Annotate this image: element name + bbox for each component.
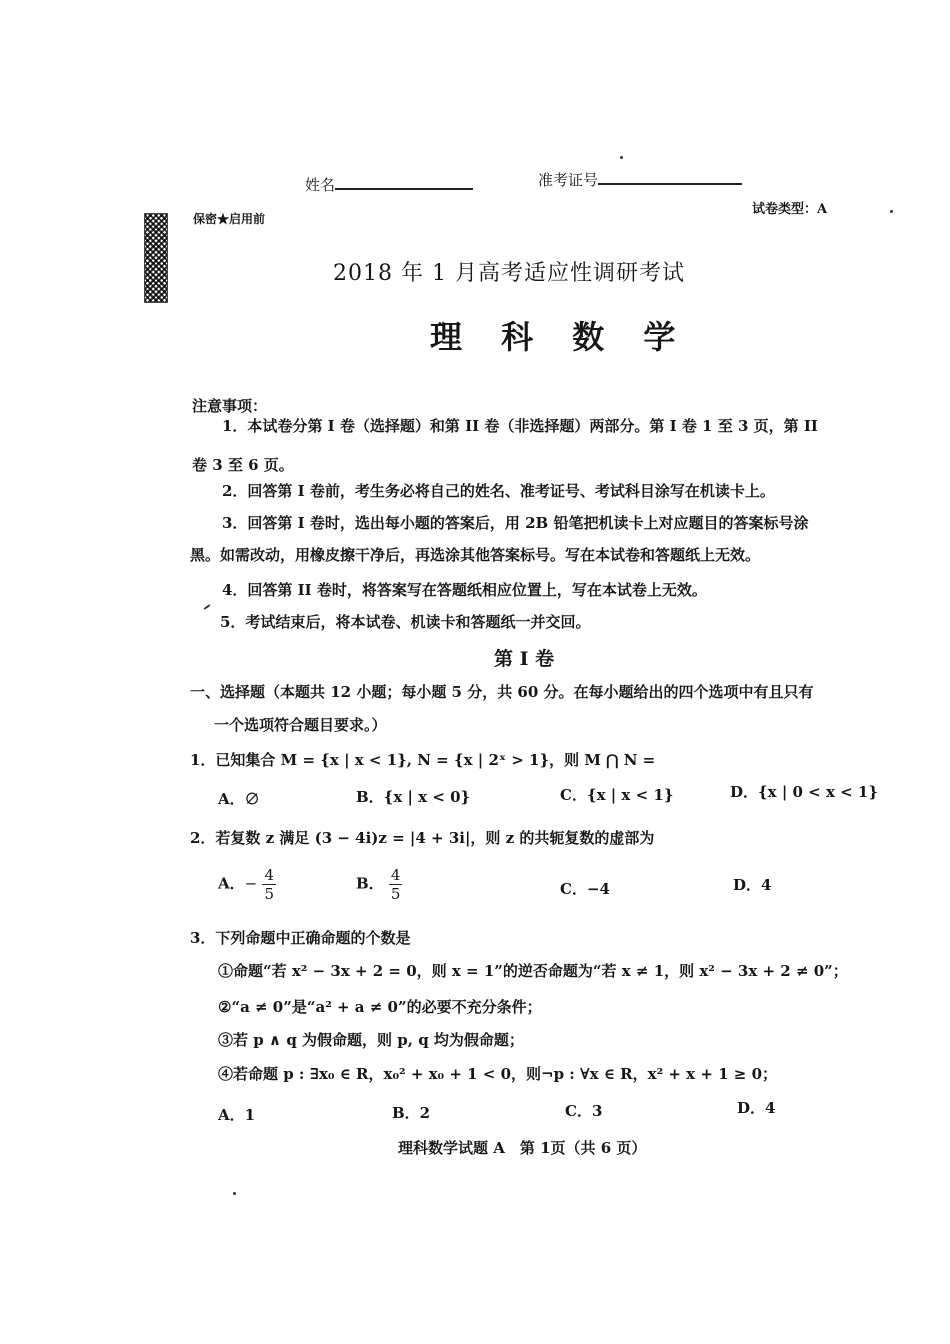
note-line: 卷 3 至 6 页。 xyxy=(192,456,294,474)
note-line: 1．本试卷分第 I 卷（选择题）和第 II 卷（非选择题）两部分。第 I 卷 1 至 3 页，第 II xyxy=(222,417,818,435)
q3-option-d: D．4 xyxy=(737,1099,776,1117)
section-title: 第 I 卷 xyxy=(494,648,555,670)
name-label: 姓名 xyxy=(305,176,336,194)
question-1-stem: 1．已知集合 M = {x | x < 1}, N = {x | 2ˣ > 1}，则 M ⋂ N = xyxy=(190,751,656,769)
scan-speck xyxy=(890,210,893,213)
notes-heading: 注意事项： xyxy=(192,397,268,415)
q1-option-b: B．{x | x < 0} xyxy=(356,788,471,806)
q3-option-c: C．3 xyxy=(565,1102,603,1120)
note-line: 2．回答第 I 卷前，考生务必将自己的姓名、准考证号、考试科目涂写在机读卡上。 xyxy=(222,482,775,500)
confidential-mark: 保密★启用前 xyxy=(193,212,266,226)
name-blank xyxy=(335,188,473,190)
subject-title: 理 科 数 学 xyxy=(430,318,690,356)
q1-option-d: D．{x | 0 < x < 1} xyxy=(730,783,878,801)
fraction: $\frac{4}{5}$ xyxy=(390,866,401,903)
q2-option-c: C．−4 xyxy=(560,880,610,898)
q1-option-c: C．{x | x < 1} xyxy=(560,786,674,804)
barcode-strip xyxy=(144,213,168,303)
note-line: 5．考试结束后，将本试卷、机读卡和答题纸一并交回。 xyxy=(220,613,591,631)
q3-statement: ①命题“若 x² − 3x + 2 = 0，则 x = 1”的逆否命题为“若 x ≠ 1，则 x² − 3x + 2 ≠ 0”； xyxy=(218,962,848,980)
q2-option-d: D．4 xyxy=(733,876,772,894)
q3-option-a: A．1 xyxy=(218,1106,256,1124)
fraction: $\frac{4}{5}$ xyxy=(264,866,274,903)
q3-option-b: B．2 xyxy=(392,1104,431,1122)
exam-number-blank xyxy=(598,183,742,185)
q2-option-a: A．− $\frac{4}{5}$ xyxy=(218,866,274,903)
scan-speck xyxy=(203,604,211,610)
q3-statement: ③若 p ∧ q 为假命题，则 p, q 均为假命题； xyxy=(218,1031,524,1049)
note-line: 3．回答第 I 卷时，选出每小题的答案后，用 2B 铅笔把机读卡上对应题目的答案标号涂 xyxy=(222,514,809,532)
exam-number-field xyxy=(538,169,742,190)
note-line: 黑。如需改动，用橡皮擦干净后，再选涂其他答案标号。写在本试卷和答题纸上无效。 xyxy=(190,546,761,564)
scan-speck xyxy=(233,1192,236,1195)
page-footer: 理科数学试题 A 第 1页（共 6 页） xyxy=(398,1139,647,1157)
scan-speck xyxy=(620,156,623,159)
question-2-stem: 2．若复数 z 满足 (3 − 4i)z = |4 + 3i|，则 z 的共轭复数的虚部为 xyxy=(190,829,655,847)
q3-statement: ②“a ≠ 0”是“a² + a ≠ 0”的必要不充分条件； xyxy=(218,998,542,1016)
exam-title: 2018 年 1 月高考适应性调研考试 xyxy=(333,261,685,286)
q2-option-b: B． $\frac{4}{5}$ xyxy=(356,866,401,903)
section-intro: 一、选择题（本题共 12 小题；每小题 5 分，共 60 分。在每小题给出的四个选项中有且只有 xyxy=(190,683,814,701)
q3-statement: ④若命题 p : ∃x₀ ∈ R，x₀² + x₀ + 1 < 0，则¬p : ∀x ∈ R，x² + x + 1 ≥ 0； xyxy=(218,1065,778,1083)
q1-option-a: A．∅ xyxy=(218,790,260,808)
question-3-stem: 3．下列命题中正确命题的个数是 xyxy=(190,929,411,947)
note-line: 4．回答第 II 卷时，将答案写在答题纸相应位置上，写在本试卷上无效。 xyxy=(222,581,707,599)
name-field xyxy=(305,174,473,195)
paper-type: 试卷类型：A xyxy=(752,202,828,217)
exam-number-label: 准考证号 xyxy=(538,171,599,189)
section-intro-cont: 一个选项符合题目要求。） xyxy=(214,716,387,734)
